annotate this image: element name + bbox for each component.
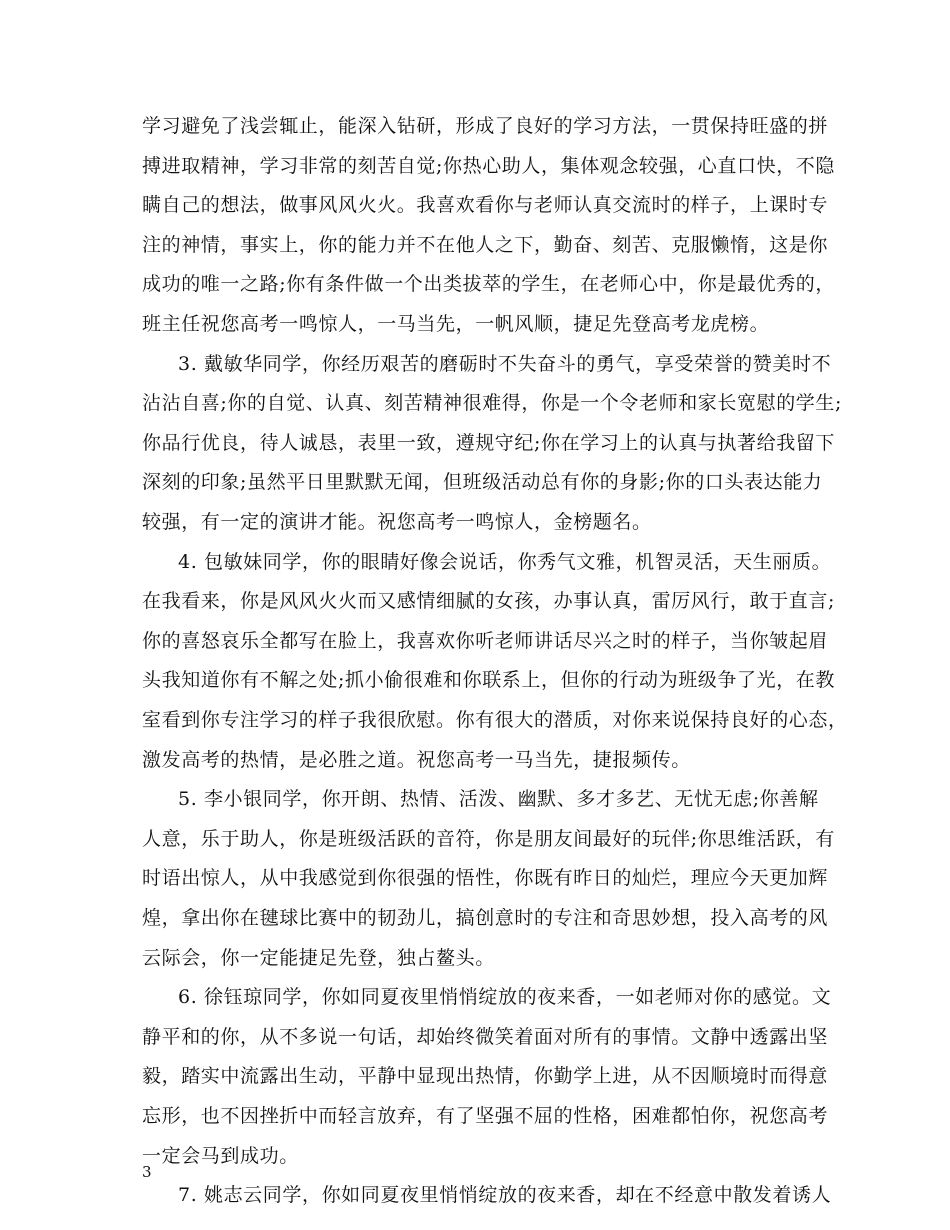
text-line: 静平和的你，从不多说一句话，却始终微笑着面对所有的事情。文静中透露出坚 (142, 1025, 829, 1048)
text-line: 沾沾自喜;你的自觉、认真、刻苦精神很难得，你是一个令老师和家长宽慰的学生; (142, 392, 843, 415)
text-line: 班主任祝您高考一鸣惊人，一马当先，一帆风顺，捷足先登高考龙虎榜。 (142, 313, 770, 335)
paragraph-first-line: 7. 姚志云同学，你如同夏夜里悄悄绽放的夜来香，却在不经意中散发着诱人 (178, 1184, 832, 1207)
text-line: 室看到你专注学习的样子我很欣慰。你有很大的潜质，对你来说保持良好的心态， (142, 709, 848, 731)
text-line: 成功的唯一之路;你有条件做一个出类拔萃的学生，在老师心中，你是最优秀的， (142, 273, 836, 296)
text-line: 你的喜怒哀乐全都写在脸上，我喜欢你听老师讲话尽兴之时的样子，当你皱起眉 (142, 629, 829, 652)
text-line: 毅，踏实中流露出生动，平静中显现出热情，你勤学上进，从不因顺境时而得意 (142, 1065, 829, 1088)
paragraph-first-line: 3. 戴敏华同学，你经历艰苦的磨砺时不失奋斗的勇气，享受荣誉的赞美时不 (178, 352, 832, 375)
text-line: 搏进取精神，学习非常的刻苦自觉;你热心助人，集体观念较强，心直口快，不隐 (142, 154, 836, 177)
paragraph-first-line: 6. 徐钰琼同学，你如同夏夜里悄悄绽放的夜来香，一如老师对你的感觉。文 (178, 986, 832, 1009)
text-line: 注的神情，事实上，你的能力并不在他人之下，勤奋、刻苦、克服懒惰，这是你 (142, 233, 829, 256)
text-line: 你品行优良，待人诚恳，表里一致，遵规守纪;你在学习上的认真与执著给我留下 (142, 431, 836, 454)
text-line: 忘形，也不因挫折中而轻言放弃，有了坚强不屈的性格，困难都怕你，祝您高考 (142, 1105, 829, 1127)
text-line: 激发高考的热情，是必胜之道。祝您高考一马当先，捷报频传。 (142, 748, 691, 771)
text-line: 时语出惊人，从中我感觉到你很强的悟性，你既有昨日的灿烂，理应今天更加辉 (142, 867, 829, 890)
text-line: 深刻的印象;虽然平日里默默无闻，但班级活动总有你的身影;你的口头表达能力 (142, 471, 823, 494)
page-number: 3 (142, 1163, 152, 1181)
text-line: 人意，乐于助人，你是班级活跃的音符，你是朋友间最好的玩伴;你思维活跃，有 (142, 827, 836, 850)
text-line: 在我看来，你是风风火火而又感情细腻的女孩，办事认真，雷厉风行，敢于直言; (142, 590, 836, 613)
text-line: 云际会，你一定能捷足先登，独占鳌头。 (142, 946, 495, 969)
text-line: 头我知道你有不解之处;抓小偷很难和你联系上，但你的行动为班级争了光，在教 (142, 669, 836, 692)
text-line: 学习避免了浅尝辄止，能深入钻研，形成了良好的学习方法，一贯保持旺盛的拼 (142, 115, 829, 137)
paragraph-first-line: 5. 李小银同学，你开朗、热情、活泼、幽默、多才多艺、无忧无虑;你善解 (178, 788, 819, 811)
text-line: 较强，有一定的演讲才能。祝您高考一鸣惊人，金榜题名。 (142, 511, 652, 533)
paragraph-first-line: 4. 包敏妹同学，你的眼睛好像会说话，你秀气文雅，机智灵活，天生丽质。 (178, 550, 832, 573)
text-line: 一定会马到成功。 (142, 1144, 299, 1167)
text-line: 煌，拿出你在毽球比赛中的韧劲儿，搞创意时的专注和奇思妙想，投入高考的风 (142, 907, 829, 929)
text-line: 瞒自己的想法，做事风风火火。我喜欢看你与老师认真交流时的样子，上课时专 (142, 194, 829, 217)
